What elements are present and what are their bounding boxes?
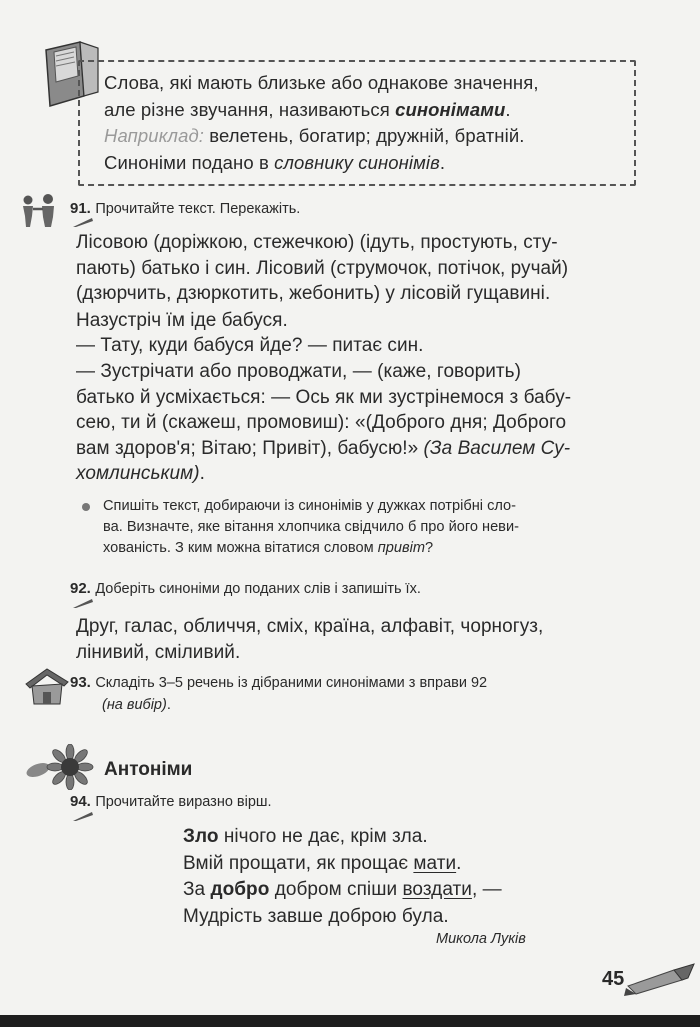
rule-line-3 — [104, 123, 624, 150]
rule-line-1: Слова, які мають близьке або однакове значення, — [104, 72, 539, 93]
text-line: Друг, галас, обличчя, сміх, країна, алфавіт, чорногуз, — [76, 616, 544, 637]
text-line: — Зустрічати або проводжати, — (каже, говорить) — [76, 360, 521, 382]
note-dot: . — [166, 697, 171, 713]
poem-bold-word: добро — [210, 879, 270, 900]
exercise-number: 93. — [70, 674, 91, 691]
bullet-dot — [82, 503, 90, 511]
poem-text: добром спіши — [269, 879, 403, 900]
rule-line-2-text: але різне звучання, називаються — [104, 98, 396, 120]
poem-text: , — — [471, 879, 502, 900]
text-line: сею, ти й (скажеш, промовиш): «(Доброго дня; Доброго — [76, 412, 567, 434]
text-line-part: вам здоров'я; Вітаю; Привіт), бабусю!» — [76, 437, 419, 459]
poem-line — [183, 877, 502, 904]
pen-icon — [72, 216, 94, 228]
exercise-91-bullet — [103, 496, 683, 559]
bottom-bar — [0, 1015, 700, 1027]
rule-text — [104, 70, 624, 176]
rule-term: синонімами — [395, 98, 506, 120]
dictionary-ref: словнику синонімів — [274, 151, 440, 173]
exercise-93 — [70, 672, 670, 716]
exercise-93-line-2 — [70, 694, 670, 716]
poem-line: Мудрість завше доброю була. — [183, 905, 449, 927]
bullet-line — [103, 538, 683, 559]
poem-underlined-word: воздати — [402, 879, 472, 900]
text-line — [76, 461, 656, 487]
exercise-94-header — [70, 793, 272, 811]
house-icon — [22, 666, 72, 706]
rule-line-2-end: . — [505, 98, 511, 120]
source-ref-end: хомлинським) — [76, 463, 200, 485]
bullet-line-part: хованість. З ким можна вітатися словом — [103, 540, 378, 556]
bullet-line: ва. Визначте, яке вітання хлопчика свідчило б про його неви- — [103, 519, 519, 535]
exercise-note: (на вибір) — [102, 697, 167, 713]
rule-line-2 — [104, 97, 624, 124]
poem-text: За — [183, 879, 211, 900]
exercise-task: Прочитайте текст. Перекажіть. — [95, 201, 301, 217]
poem-text: Вмій прощати, як прощає — [183, 852, 414, 874]
text-line — [76, 436, 656, 462]
rule-line-4-text: Синоніми подано в — [104, 151, 275, 173]
text-line: батько й усміхається: — Ось як ми зустрінемося з бабу- — [76, 386, 572, 408]
people-pair-icon — [16, 194, 62, 228]
exercise-task: Прочитайте виразно вірш. — [95, 794, 272, 810]
text-line: лінивий, сміливий. — [76, 641, 241, 663]
text-line: — Тату, куди бабуся йде? — питає син. — [76, 335, 424, 357]
poem-author: Микола Луків — [436, 931, 526, 947]
sunflower-icon — [24, 744, 94, 790]
pen-icon — [72, 597, 94, 609]
exercise-91-text — [76, 230, 656, 487]
exercise-92-header — [70, 580, 421, 598]
text-line: пають) батько і син. Лісовий (струмочок, потічок, ручай) — [76, 257, 569, 279]
poem-text: . — [456, 852, 462, 874]
rule-line-4-end: . — [439, 151, 446, 173]
exercise-task: Доберіть синоніми до поданих слів і запишіть їх. — [95, 581, 421, 597]
bullet-end: ? — [425, 540, 434, 556]
exercise-task: Складіть 3–5 речень із дібраними синонімами з вправи 92 — [95, 675, 488, 691]
exercise-92-text — [76, 614, 666, 665]
poem-line — [183, 824, 502, 851]
text-line: Лісовою (доріжкою, стежечкою) (ідуть, простують, сту- — [76, 232, 558, 253]
poem — [183, 824, 502, 930]
exercise-93-line-1 — [70, 672, 670, 694]
exercise-number: 94. — [70, 793, 91, 810]
section-title: Антоніми — [104, 759, 193, 780]
example-text: велетень, богатир; дружній, братній. — [204, 125, 525, 146]
poem-underlined-word: мати — [413, 852, 457, 874]
exercise-91-header — [70, 200, 300, 218]
source-ref: (За Василем Су- — [423, 437, 571, 459]
exercise-number: 92. — [70, 580, 91, 597]
bullet-line: Спишіть текст, добираючи із синонімів у дужках потрібні сло- — [103, 498, 517, 514]
pencil-decoration-icon — [622, 960, 698, 1000]
poem-line — [183, 851, 502, 878]
poem-text: нічого не дає, крім зла. — [218, 826, 428, 847]
pen-icon — [72, 810, 94, 822]
bullet-word: привіт — [377, 540, 425, 556]
rule-line-4 — [104, 150, 624, 177]
example-label: Наприклад: — [104, 125, 205, 146]
source-dot: . — [199, 463, 205, 485]
text-line: (дзюрчить, дзюркотить, жебонить) у лісовій гущавині. — [76, 283, 551, 305]
page-number: 45 — [602, 968, 625, 990]
poem-bold-word: Зло — [183, 826, 219, 847]
text-line: Назустріч їм іде бабуся. — [76, 309, 288, 331]
exercise-number: 91. — [70, 200, 91, 217]
